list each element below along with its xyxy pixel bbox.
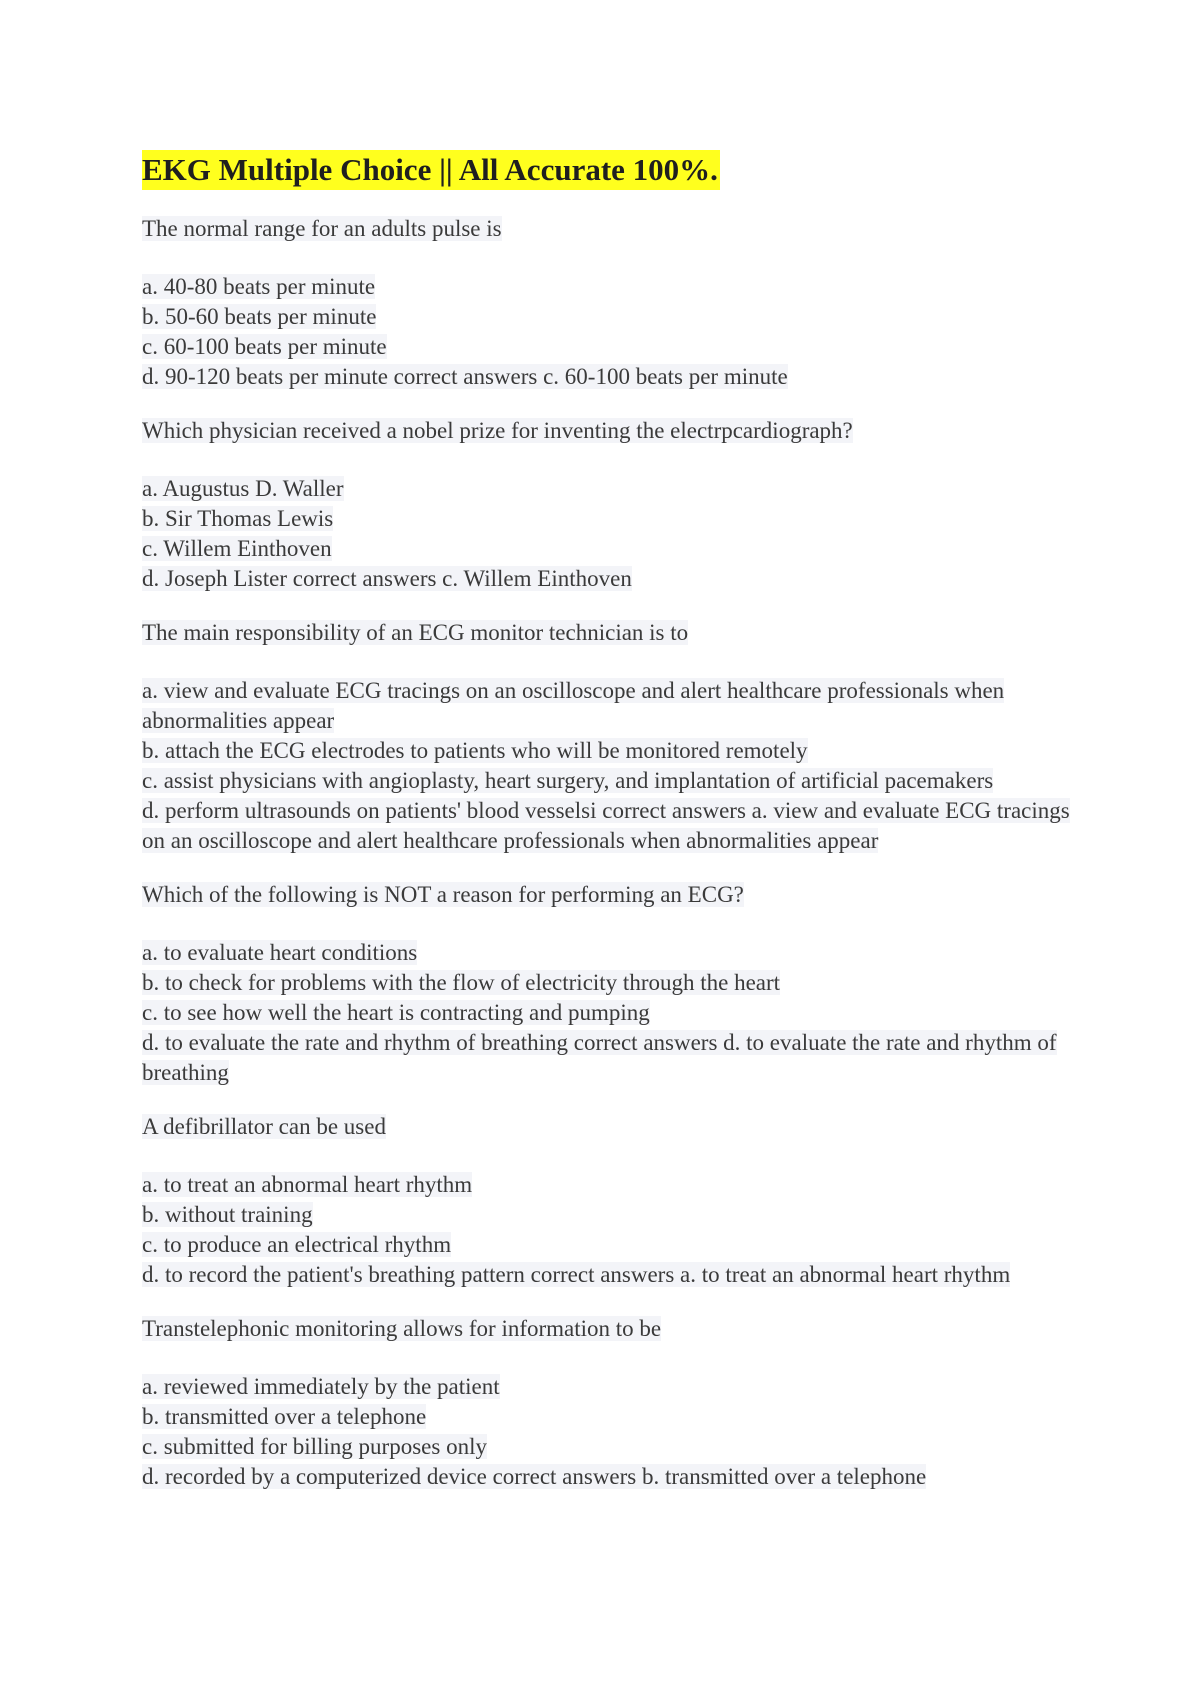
question-block-6 [142, 1314, 1072, 1492]
answer-options [142, 1170, 1072, 1290]
answer-option: d. perform ultrasounds on patients' blood vesselsi correct answers a. view and evaluate ECG tracings on an oscilloscope and alert healthcare professionals when abnormalities appear [142, 798, 1070, 853]
answer-option: a. to treat an abnormal heart rhythm [142, 1172, 473, 1197]
answer-option: c. 60-100 beats per minute [142, 334, 387, 359]
question-text: Transtelephonic monitoring allows for information to be [142, 1316, 662, 1341]
document-title: EKG Multiple Choice || All Accurate 100%. [142, 150, 720, 190]
answer-option: a. Augustus D. Waller [142, 476, 344, 501]
answer-option: a. reviewed immediately by the patient [142, 1374, 500, 1399]
answer-option: a. to evaluate heart conditions [142, 940, 418, 965]
answer-option: b. to check for problems with the flow of electricity through the heart [142, 970, 781, 995]
answer-option: c. to produce an electrical rhythm [142, 1232, 452, 1257]
answer-option: c. Willem Einthoven [142, 536, 332, 561]
answer-option: b. attach the ECG electrodes to patients who will be monitored remotely [142, 738, 808, 763]
answer-options [142, 938, 1072, 1088]
answer-option: a. 40-80 beats per minute [142, 274, 376, 299]
question-block-1 [142, 214, 1072, 392]
answer-option: d. to record the patient's breathing pattern correct answers a. to treat an abnormal heart rhythm [142, 1262, 1011, 1287]
answer-option: d. 90-120 beats per minute correct answers c. 60-100 beats per minute [142, 364, 788, 389]
question-block-2 [142, 416, 1072, 594]
document-page [142, 150, 1072, 1492]
answer-option: a. view and evaluate ECG tracings on an oscilloscope and alert healthcare professionals when abnormalities appear [142, 678, 1005, 733]
answer-option: b. Sir Thomas Lewis [142, 506, 334, 531]
answer-option: b. without training [142, 1202, 313, 1227]
question-text: Which physician received a nobel prize for inventing the electrpcardiograph? [142, 418, 853, 443]
answer-options [142, 676, 1072, 856]
answer-option: b. 50-60 beats per minute [142, 304, 377, 329]
question-block-5 [142, 1112, 1072, 1290]
answer-option: d. recorded by a computerized device correct answers b. transmitted over a telephone [142, 1464, 927, 1489]
answer-options [142, 474, 1072, 594]
question-block-3 [142, 618, 1072, 856]
question-text: A defibrillator can be used [142, 1114, 386, 1139]
answer-option: d. Joseph Lister correct answers c. Willem Einthoven [142, 566, 632, 591]
answer-option: d. to evaluate the rate and rhythm of breathing correct answers d. to evaluate the rate and rhythm of breathing [142, 1030, 1057, 1085]
question-block-4 [142, 880, 1072, 1088]
answer-option: c. to see how well the heart is contracting and pumping [142, 1000, 650, 1025]
question-text: The main responsibility of an ECG monitor technician is to [142, 620, 689, 645]
answer-option: c. assist physicians with angioplasty, heart surgery, and implantation of artificial pacemakers [142, 768, 994, 793]
answer-options [142, 1372, 1072, 1492]
question-text: Which of the following is NOT a reason for performing an ECG? [142, 882, 744, 907]
answer-options [142, 272, 1072, 392]
question-text: The normal range for an adults pulse is [142, 216, 502, 241]
answer-option: c. submitted for billing purposes only [142, 1434, 487, 1459]
answer-option: b. transmitted over a telephone [142, 1404, 427, 1429]
